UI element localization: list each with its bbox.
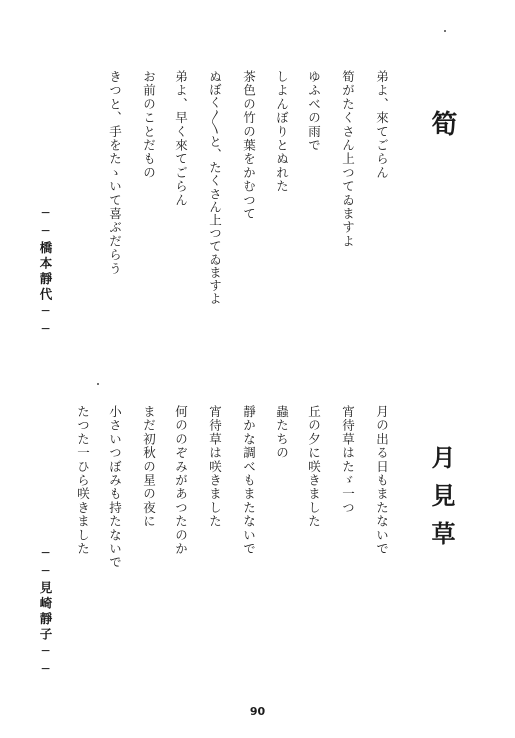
poem-line: まだ初秋の星の夜に (141, 405, 157, 529)
poem-title-tsukimiso: 月見草 (427, 445, 456, 559)
poem-line: 丘の夕に咲きました (306, 405, 322, 529)
poem-line: 弟よ、來てごらん (374, 70, 390, 180)
poem-title-takenoko: 筍 (427, 110, 457, 136)
poem-line: 筍がたくさん上つてゐますよ (340, 70, 356, 249)
poem-line: 小さいつぼみも持たないで (107, 405, 123, 570)
poem-line: ゆふべの雨で (306, 70, 322, 153)
page-number: 90 (249, 705, 266, 718)
poem-line: 蟲たちの (274, 405, 290, 460)
poem-line: 何ののぞみがあつたのか (173, 405, 189, 556)
poem-author: ──見崎靜子── (38, 545, 53, 679)
poem-line: 宵待草は咲きました (207, 405, 223, 529)
poem-line: 月の出る日もまたないで (374, 405, 390, 556)
poem-line: 茶色の竹の葉をかむつて (241, 70, 257, 221)
poem-line: お前のことだもの (141, 70, 157, 180)
poem-author: ──橋本靜代── (38, 205, 53, 339)
poem-line: ぬぼく〳〵と、たくさん上つてゐますよ (207, 70, 223, 306)
poem-line: 宵待草はたゞ一つ (340, 405, 356, 515)
print-speck (97, 383, 99, 385)
print-speck (444, 30, 446, 32)
poem-line: たつた一ひら咲きました (75, 405, 91, 556)
poem-line: 靜かな調べもまたないで (241, 405, 257, 556)
poem-line: 弟よ、早く來てごらん (173, 70, 189, 207)
poem-line: きつと、手をたゝいて喜ぶだらう (107, 70, 123, 276)
poem-line: しよんぼりとぬれた (274, 70, 290, 194)
